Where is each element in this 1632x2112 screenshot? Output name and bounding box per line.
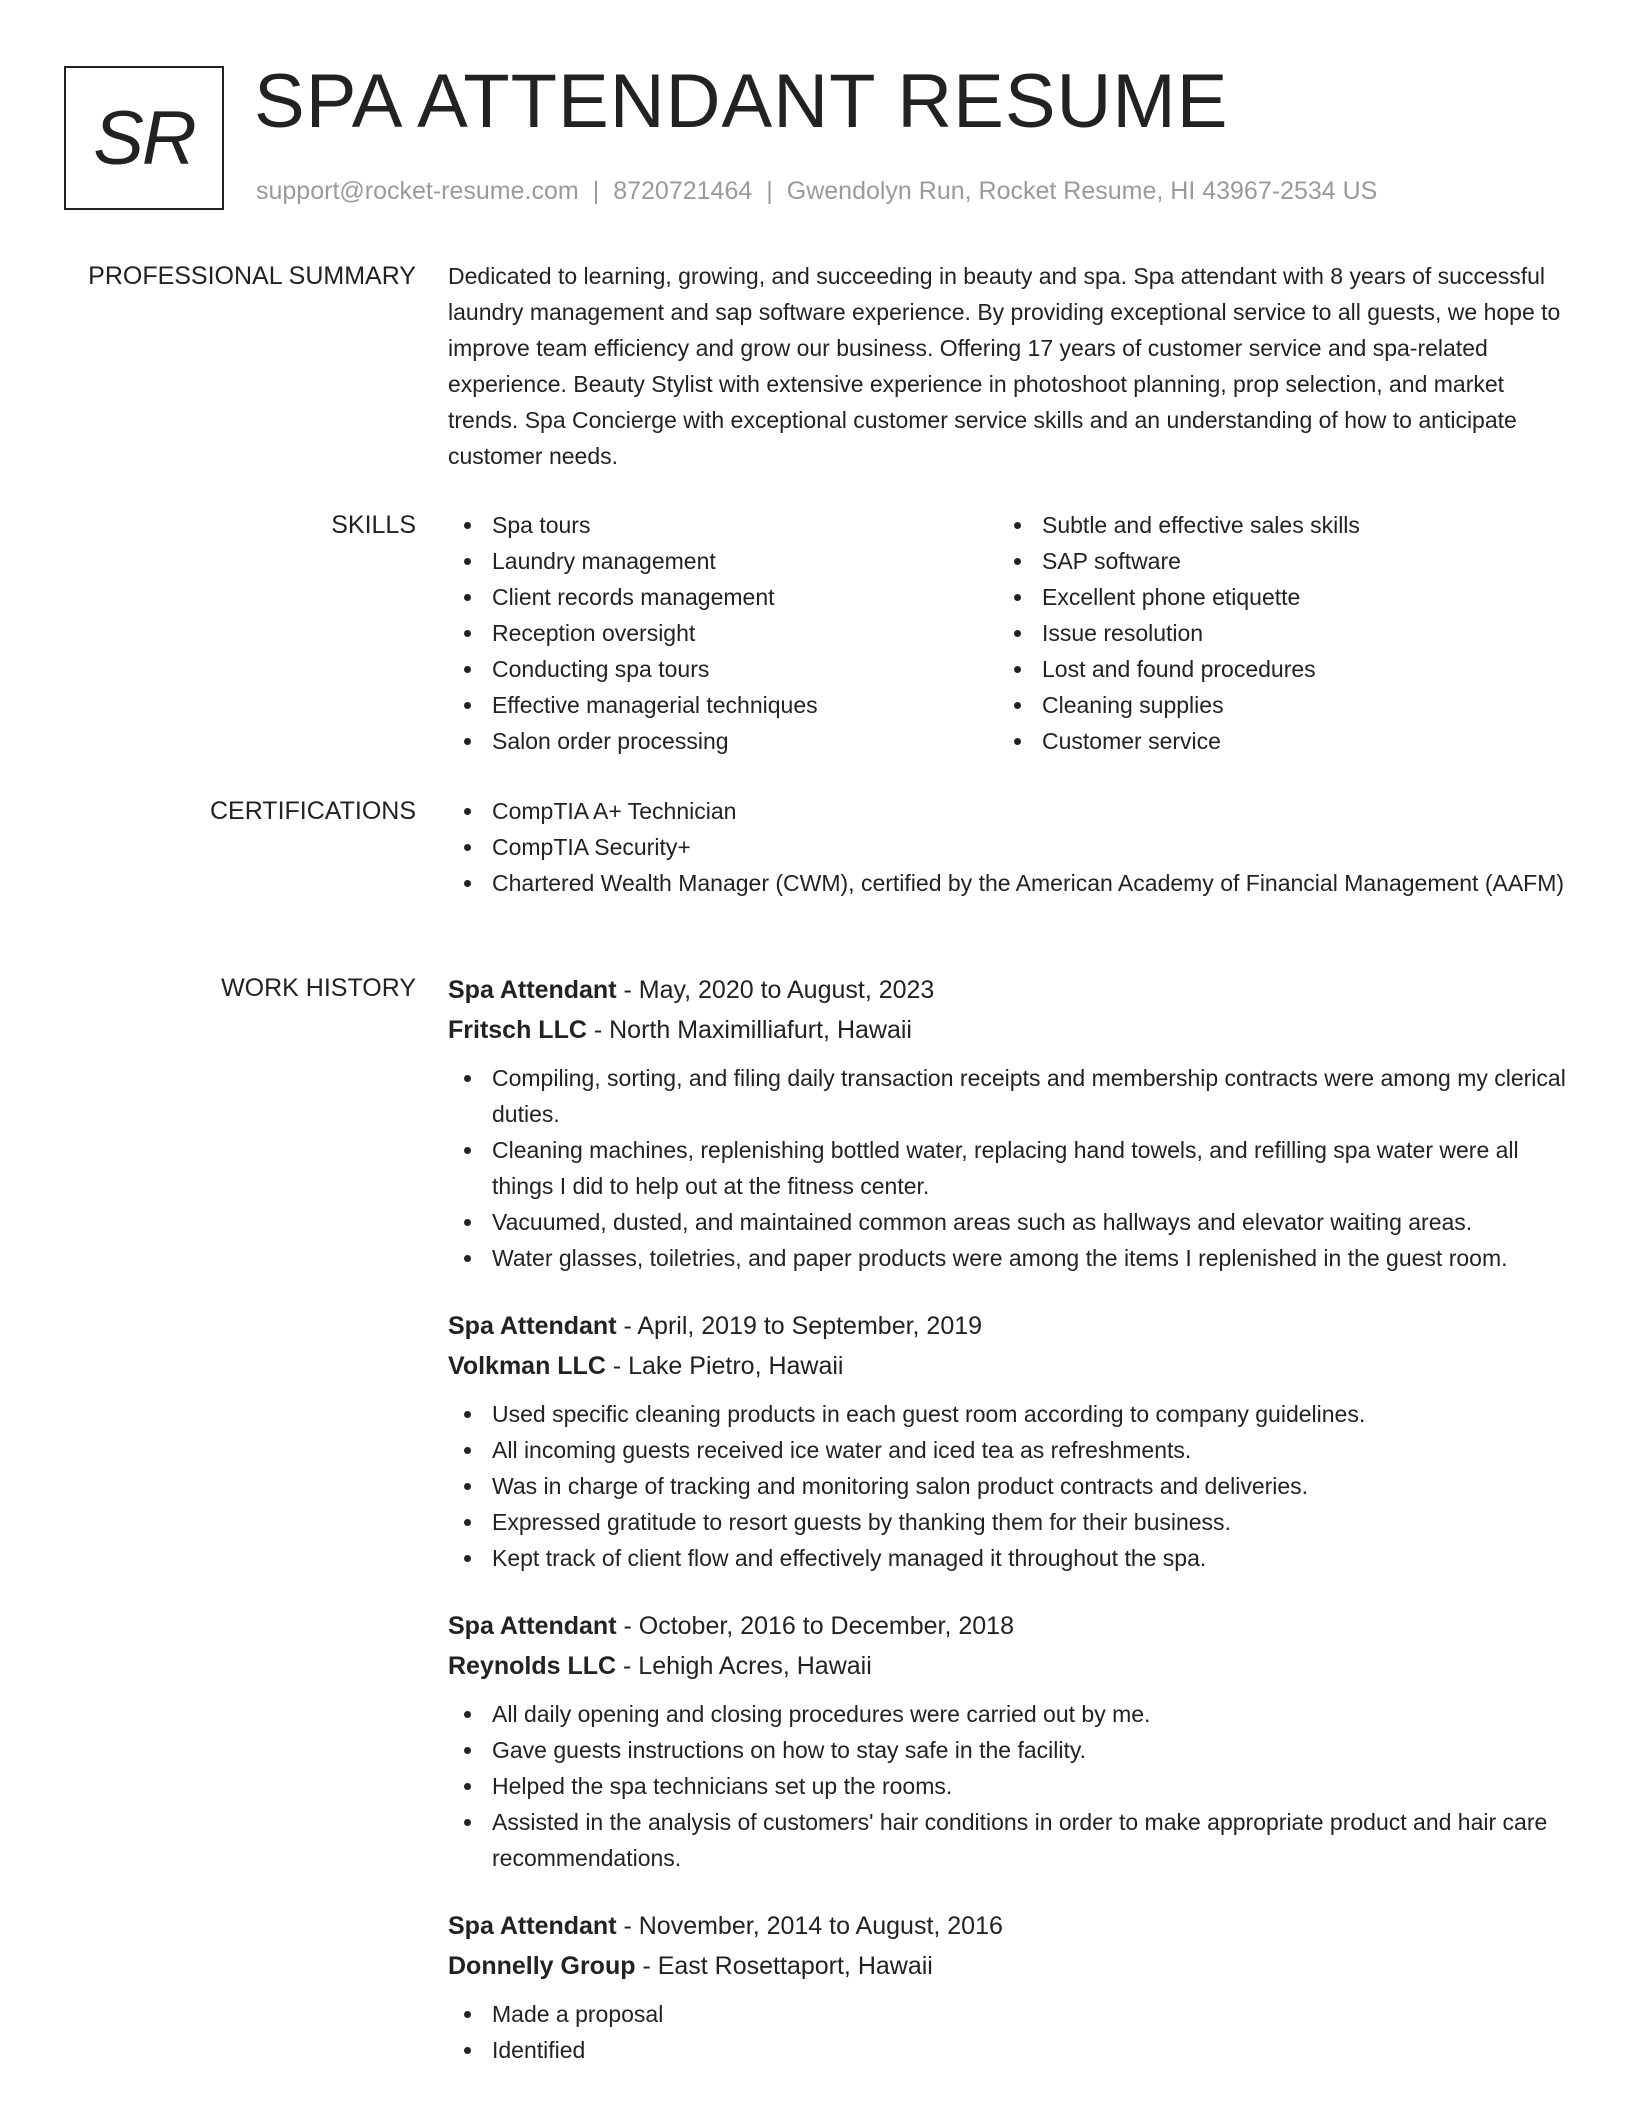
skill-item: Laundry management [448,543,998,579]
job-duty: Used specific cleaning products in each guest room according to company guidelines. [448,1396,1568,1432]
skill-item: Salon order processing [448,723,998,759]
certifications-list [448,793,1568,901]
job-duty: Made a proposal [448,1996,1568,2032]
skills-label: SKILLS [331,511,416,539]
job-duty: Was in charge of tracking and monitoring salon product contracts and deliveries. [448,1468,1568,1504]
job-entry [448,1306,1568,1576]
skill-item: SAP software [998,543,1548,579]
job-entry [448,970,1568,1276]
job-dates: - April, 2019 to September, 2019 [616,1312,983,1340]
job-duty: Cleaning machines, replenishing bottled water, replacing hand towels, and refilling spa water were all things I did to help out at the fitness center. [448,1132,1568,1204]
job-company-line [448,1010,1568,1050]
job-duties [448,1696,1568,1876]
work-history-label: WORK HISTORY [221,974,416,1002]
job-entry [448,1906,1568,2068]
contact-address: Gwendolyn Run, Rocket Resume, HI 43967-2534 US [786,177,1378,205]
summary-label: PROFESSIONAL SUMMARY [88,262,416,290]
job-company-line [448,1346,1568,1386]
job-duty: Gave guests instructions on how to stay safe in the facility. [448,1732,1568,1768]
job-duty: Identified [448,2032,1568,2068]
job-duty: All daily opening and closing procedures were carried out by me. [448,1696,1568,1732]
job-company-line [448,1946,1568,1986]
job-title-line [448,1906,1568,1946]
job-location: - Lake Pietro, Hawaii [605,1352,844,1380]
job-duty: Assisted in the analysis of customers' hair conditions in order to make appropriate product and hair care recommendations. [448,1804,1568,1876]
resume-title: SPA ATTENDANT RESUME [254,59,1229,144]
job-duties [448,1996,1568,2068]
contact-phone[interactable]: 8720721464 [613,177,753,205]
skills-list-right [998,507,1548,759]
job-dates: - November, 2014 to August, 2016 [616,1912,1003,1940]
summary-text: Dedicated to learning, growing, and succeeding in beauty and spa. Spa attendant with 8 years of successful laundry management and sap software experience. By providing exceptional service to all guests, we hope to improve team efficiency and grow our business. Offering 17 years of customer service and spa-related experience. Beauty Stylist with extensive experience in photoshoot planning, prop selection, and market trends. Spa Concierge with exceptional customer service skills and an understanding of how to anticipate customer needs. [448,263,1561,469]
skill-item: Reception oversight [448,615,998,651]
job-duty: Vacuumed, dusted, and maintained common areas such as hallways and elevator waiting areas. [448,1204,1568,1240]
certifications-label: CERTIFICATIONS [209,797,416,825]
skills-list-left [448,507,998,759]
job-dates: - May, 2020 to August, 2023 [616,976,935,1004]
job-duty: Water glasses, toiletries, and paper products were among the items I replenished in the guest room. [448,1240,1568,1276]
job-duties [448,1396,1568,1576]
contact-email[interactable]: support@rocket-resume.com [256,177,579,205]
job-company: Reynolds LLC [448,1652,617,1680]
contact-separator: | [592,177,600,205]
job-title: Spa Attendant [448,976,617,1004]
job-dates: - October, 2016 to December, 2018 [616,1612,1014,1640]
monogram-logo: SR [64,66,224,210]
skill-item: Effective managerial techniques [448,687,998,723]
job-company: Volkman LLC [448,1352,606,1380]
skill-item: Client records management [448,579,998,615]
skill-item: Spa tours [448,507,998,543]
certification-item: Chartered Wealth Manager (CWM), certified by the American Academy of Financial Management (AAFM) [448,865,1568,901]
job-duty: All incoming guests received ice water and iced tea as refreshments. [448,1432,1568,1468]
contact-line [256,174,1377,208]
job-title-line [448,970,1568,1010]
job-duty: Compiling, sorting, and filing daily transaction receipts and membership contracts were among my clerical duties. [448,1060,1568,1132]
job-company: Fritsch LLC [448,1016,587,1044]
certification-item: CompTIA Security+ [448,829,1568,865]
skill-item: Issue resolution [998,615,1548,651]
contact-separator: | [766,177,773,205]
job-company-line [448,1646,1568,1686]
job-location: - East Rosettaport, Hawaii [635,1952,933,1980]
job-entry [448,1606,1568,1876]
skill-item: Cleaning supplies [998,687,1548,723]
job-title-line [448,1606,1568,1646]
job-duty: Helped the spa technicians set up the rooms. [448,1768,1568,1804]
skill-item: Customer service [998,723,1548,759]
job-company: Donnelly Group [448,1952,636,1980]
certification-item: CompTIA A+ Technician [448,793,1568,829]
skill-item: Excellent phone etiquette [998,579,1548,615]
job-title: Spa Attendant [448,1912,617,1940]
job-duty: Expressed gratitude to resort guests by thanking them for their business. [448,1504,1568,1540]
skill-item: Conducting spa tours [448,651,998,687]
job-location: - North Maximilliafurt, Hawaii [586,1016,912,1044]
job-title-line [448,1306,1568,1346]
job-location: - Lehigh Acres, Hawaii [616,1652,872,1680]
job-duties [448,1060,1568,1276]
job-title: Spa Attendant [448,1612,617,1640]
job-duty: Kept track of client flow and effectively managed it throughout the spa. [448,1540,1568,1576]
skill-item: Subtle and effective sales skills [998,507,1548,543]
skill-item: Lost and found procedures [998,651,1548,687]
job-title: Spa Attendant [448,1312,617,1340]
